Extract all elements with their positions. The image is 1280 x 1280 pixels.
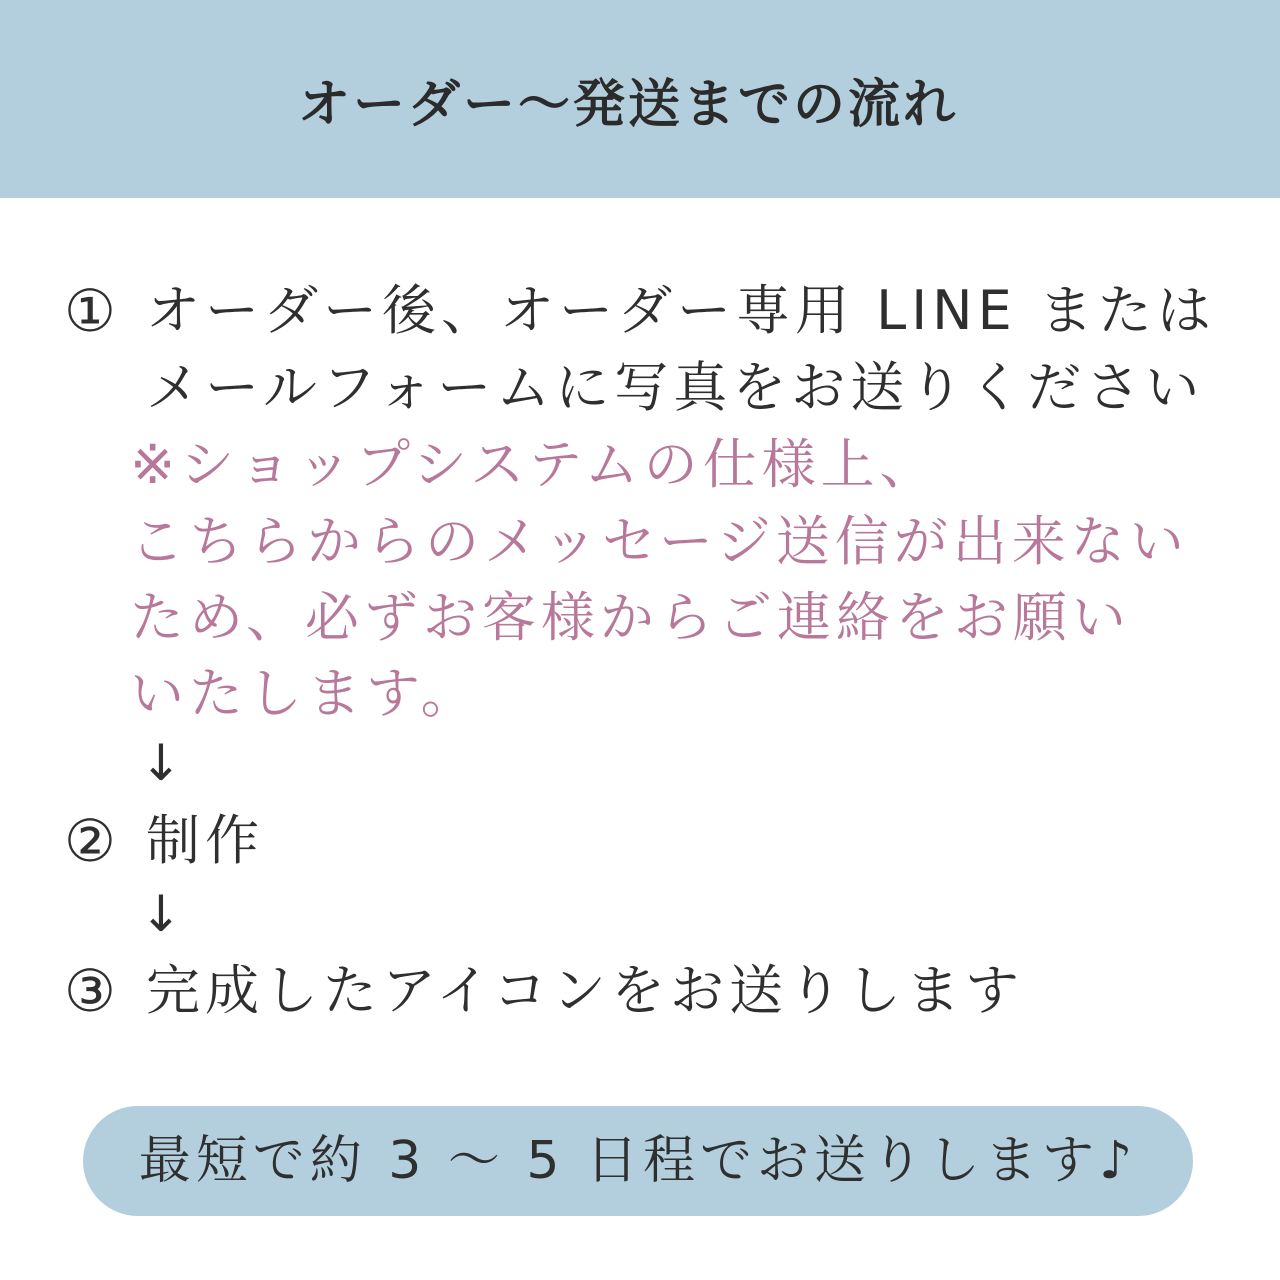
step-1-text-line-1: オーダー後、オーダー専用 LINE または bbox=[146, 279, 1216, 342]
down-arrow-icon: ↓ bbox=[140, 885, 182, 943]
step-2-text: 制作 bbox=[146, 809, 264, 872]
step-1-note-line-4: いたします。 bbox=[130, 662, 480, 725]
step-number: ③ bbox=[64, 957, 116, 1025]
delivery-time-badge bbox=[83, 1106, 1193, 1216]
step-number: ② bbox=[64, 807, 116, 875]
delivery-time-text: 最短で約 3 〜 5 日程でお送りします♪ bbox=[138, 1131, 1138, 1191]
step-1-note-line-2: こちらからのメッセージ送信が出来ない bbox=[130, 510, 1189, 573]
step-1-note-line-3: ため、必ずお客様からご連絡をお願い bbox=[130, 586, 1131, 649]
page-title: オーダー〜発送までの流れ bbox=[297, 75, 958, 135]
header-banner bbox=[0, 0, 1280, 198]
down-arrow-icon: ↓ bbox=[140, 734, 182, 792]
step-1-text-line-2: メールフォームに写真をお送りください bbox=[146, 356, 1205, 419]
step-number: ① bbox=[64, 277, 116, 345]
step-3-text: 完成したアイコンをお送りします bbox=[146, 959, 1024, 1022]
step-1-note-line-1: ※ショップシステムの仕様上、 bbox=[130, 433, 939, 496]
